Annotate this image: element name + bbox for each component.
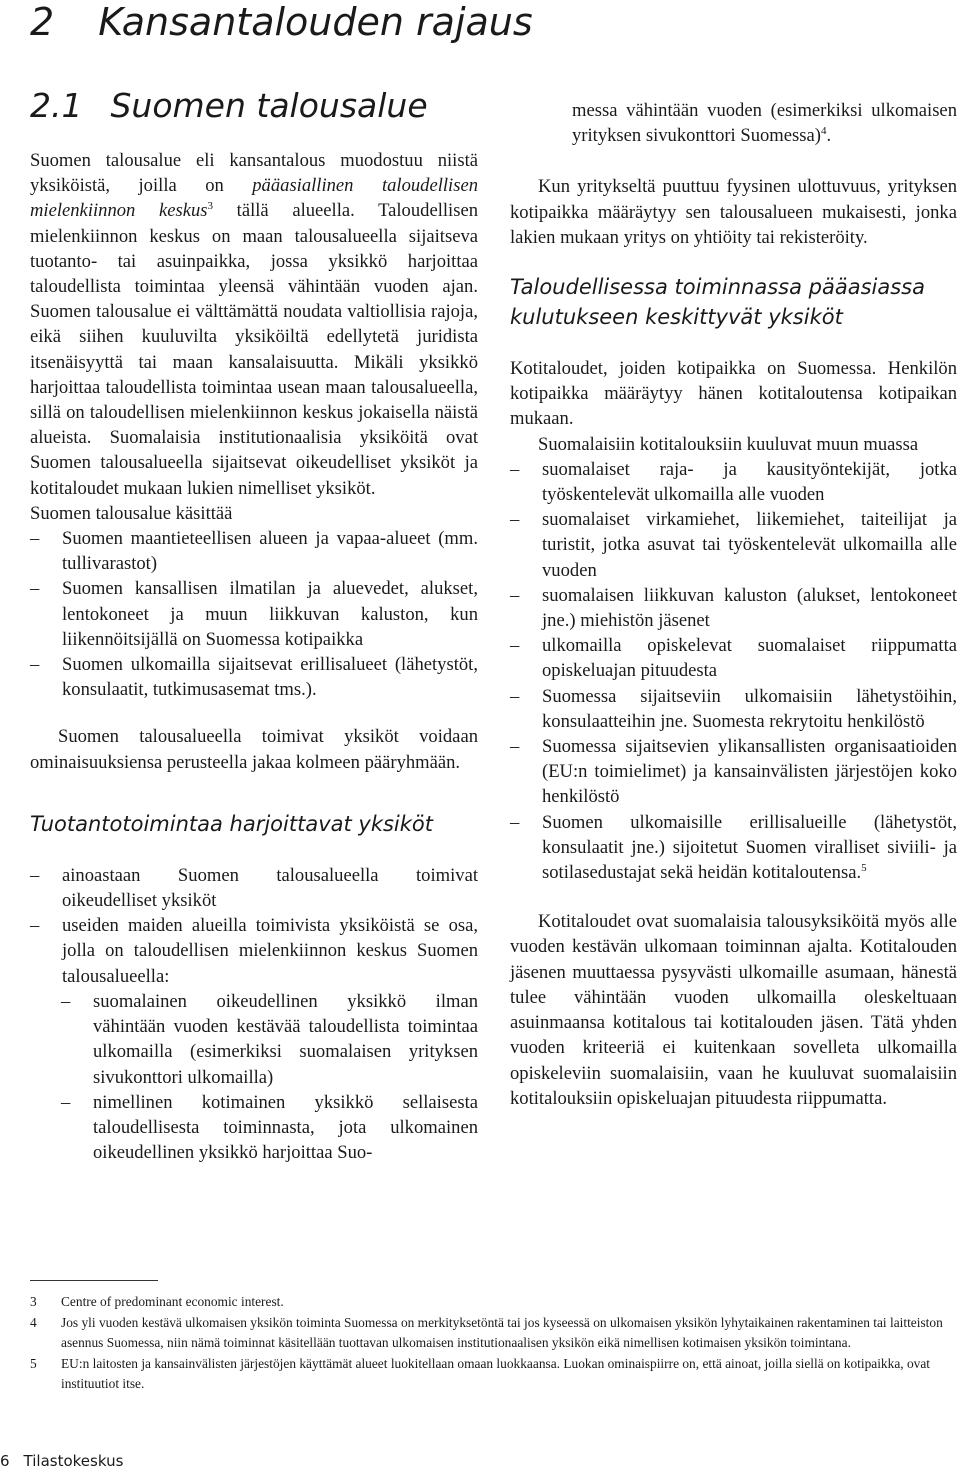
page-footer — [0, 1452, 123, 1470]
footnote-text: EU:n laitosten ja kansainvälisten järjestöjen käyttämät alueet luokitellaan omaan luokkaansa. Luokan ominaispiirre on, että ainoat, joilla siellä on kotipaikka, ovat instituutiot itse. — [61, 1355, 931, 1391]
footnote-3 — [30, 1292, 945, 1313]
continuation-text: messa vähintään vuoden (esimerkiksi ulkomaisen yrityksen sivukonttori Suomessa) — [572, 100, 957, 147]
groups-paragraph: Suomen talousalueella toimivat yksiköt voidaan ominaisuuksiensa perusteella jakaa kolmeen pääryhmään. — [30, 726, 478, 773]
intro-text-a: Suomen talousalue eli kansantalous muodostuu niistä yksiköistä, joilla on — [30, 150, 478, 197]
list-item-text: Suomen ulkomaisille erillisalueille (lähetystöt, konsulaatit jne.) sijoitetut Suomen viralliset siviili- ja sotilasedustajat sekä heidän kotitaloutensa. — [542, 811, 957, 884]
chapter-number: 2 — [30, 0, 55, 44]
list-item: – Suomen ulkomailla sijaitsevat erillisalueet (lähetystöt, konsulaatit, tutkimusasemat tms.). — [30, 652, 478, 702]
footnote-text: Jos yli vuoden kestävä ulkomaisen yksikön toiminta Suomessa on merkityksetöntä tai jos kyseessä on ulkomaisen yksikön lyhytaikainen rakentaminen tai laitteiston asennus Suomessa, niin nämä toiminnat käsitellään tuottavan ulkomaisen institutionaalisen yksikön eikä nimellisen kotimaisen yksikön toimintana. — [61, 1314, 943, 1350]
territory-intro: Suomen talousalue käsittää — [30, 502, 233, 524]
households-list — [510, 457, 957, 885]
footnotes — [30, 1292, 945, 1395]
registration-paragraph: Kun yritykseltä puuttuu fyysinen ulottuvuus, yrityksen kotipaikka määräytyy sen talousalueen mukaisesti, jonka lakien mukaan yritys on yhtiöity tai rekisteröity. — [510, 176, 957, 248]
section-heading — [30, 86, 428, 125]
footnote-ref-3: 3 — [207, 200, 214, 213]
final-paragraph: Kotitaloudet ovat suomalaisia talousyksiköitä myös alle vuoden kestävän ulkomaan toiminnan ajalta. Kotitalouden jäsenen muuttaessa pysyvästi ulkomaille asumaan, hänestä tulee vähintään vuoden ulkomailla oleskeltuaan asuinmaansa kotitalous tai kotitalouden jäsen. Tätä yhden vuoden kriteeriä ei kuitenkaan sovelleta ulkomailla opiskeleviin suomalaisiin, vaan he kuuluvat suomalaisiin kotitalouksiin opiskeluajan pituudesta riippumatta. — [510, 911, 957, 1109]
production-units-sublist — [61, 989, 478, 1165]
list-item — [510, 810, 957, 886]
list-item: – suomalaisen liikkuvan kaluston (alukset, lentokoneet jne.) miehistön jäsenet — [510, 583, 957, 633]
intro-emphasis: pääasiallinen taloudellisen mielenkiinnon keskus — [30, 175, 478, 222]
continuation-end: . — [826, 125, 832, 147]
list-item: – nimellinen kotimainen yksikkö sellaisesta taloudellisesta toiminnasta, jota ulkomainen oikeudellinen yksikkö harjoittaa Suo- — [61, 1090, 478, 1166]
list-item: – suomalaiset virkamiehet, liikemiehet, taiteilijat ja turistit, jotka asuvat tai työskentelevät ulkomailla alle vuoden — [510, 507, 957, 583]
right-column — [510, 98, 957, 1111]
list-item: – useiden maiden alueilla toimivista yksiköistä se osa, jolla on taloudellisen mielenkiinnon keskus Suomen talousalueella: — [30, 913, 478, 989]
footnote-number: 4 — [30, 1314, 37, 1330]
page-number: 6 — [0, 1452, 10, 1470]
list-item: – suomalaiset raja- ja kausityöntekijät, jotka työskentelevät ulkomailla alle vuoden — [510, 457, 957, 507]
chapter-heading — [30, 0, 533, 44]
list-item: – ainoastaan Suomen talousalueella toimivat oikeudelliset yksiköt — [30, 863, 478, 913]
continuation-paragraph — [510, 98, 957, 148]
chapter-title: Kansantalouden rajaus — [98, 0, 533, 44]
footnote-number: 5 — [30, 1355, 37, 1371]
intro-paragraph — [30, 148, 478, 501]
territory-list — [30, 526, 478, 702]
list-item: – Suomessa sijaitsevien ylikansallisten organisaatioiden (EU:n toimielimet) ja kansainvälisten järjestöjen koko henkilöstö — [510, 734, 957, 810]
list-item: – Suomen maantieteellisen alueen ja vapaa-alueet (mm. tullivarastot) — [30, 526, 478, 576]
left-column — [30, 148, 478, 1165]
intro-text-b: tällä alueella. Taloudellisen mielenkiinnon keskus on maan talousalueella sijaitseva tuotanto- tai asuinpaikka, jossa yksikkö harjoittaa taloudellista toimintaa yleensä vähintään vuoden ajan. Suomen talousalue ei välttämättä noudata valtiollisia rajoja, eikä siihen kuuluvilta yksiköiltä edellytetä juridista itsenäisyyttä tai maan kansalaisuutta. Mikäli yksikkö harjoittaa taloudellista toimintaa usean maan talousalueella, sillä on taloudellisen mielenkiinnon keskus jokaisella näistä alueista. Suomalaisia institutionaalisia yksiköitä ovat Suomen talousalueella sijaitsevat oikeudelliset yksiköt ja kotitaloudet mukaan lukien nimelliset yksiköt. — [30, 200, 478, 499]
production-units-heading: Tuotantotoimintaa harjoittavat yksiköt — [30, 811, 434, 836]
footnote-divider — [30, 1280, 158, 1281]
section-title: Suomen talousalue — [110, 86, 428, 125]
footnote-text: Centre of predominant economic interest. — [61, 1294, 284, 1309]
list-item: – suomalainen oikeudellinen yksikkö ilman vähintään vuoden kestävää taloudellista toimintaa ulkomailla (esimerkiksi suomalaisen yrityksen sivukonttori ulkomailla) — [61, 989, 478, 1090]
households-paragraph: Kotitaloudet, joiden kotipaikka on Suomessa. Henkilön kotipaikka määräytyy hänen kotitaloutensa kotipaikan mukaan. — [510, 358, 957, 430]
list-item: – ulkomailla opiskelevat suomalaiset riippumatta opiskeluajan pituudesta — [510, 633, 957, 683]
footnote-ref-5: 5 — [861, 861, 867, 874]
footnote-number: 3 — [30, 1294, 37, 1309]
section-number: 2.1 — [30, 86, 83, 125]
publisher-name: Tilastokeskus — [23, 1452, 124, 1470]
footnote-ref-4: 4 — [820, 125, 827, 138]
footnote-4 — [30, 1313, 945, 1354]
consumption-units-heading: Taloudellisessa toiminnassa pääasiassa kulutukseen keskittyvät yksiköt — [510, 275, 925, 330]
footnote-5 — [30, 1354, 945, 1395]
list-item: – Suomen kansallisen ilmatilan ja aluevedet, alukset, lentokoneet ja muun liikkuvan kaluston, kun liikennöitsijällä on Suomessa kotipaikka — [30, 576, 478, 652]
list-item: – Suomessa sijaitseviin ulkomaisiin lähetystöihin, konsulaatteihin jne. Suomesta rekrytoitu henkilöstö — [510, 684, 957, 734]
households-includes: Suomalaisiin kotitalouksiin kuuluvat muun muassa — [538, 433, 919, 455]
production-units-list — [30, 863, 478, 989]
